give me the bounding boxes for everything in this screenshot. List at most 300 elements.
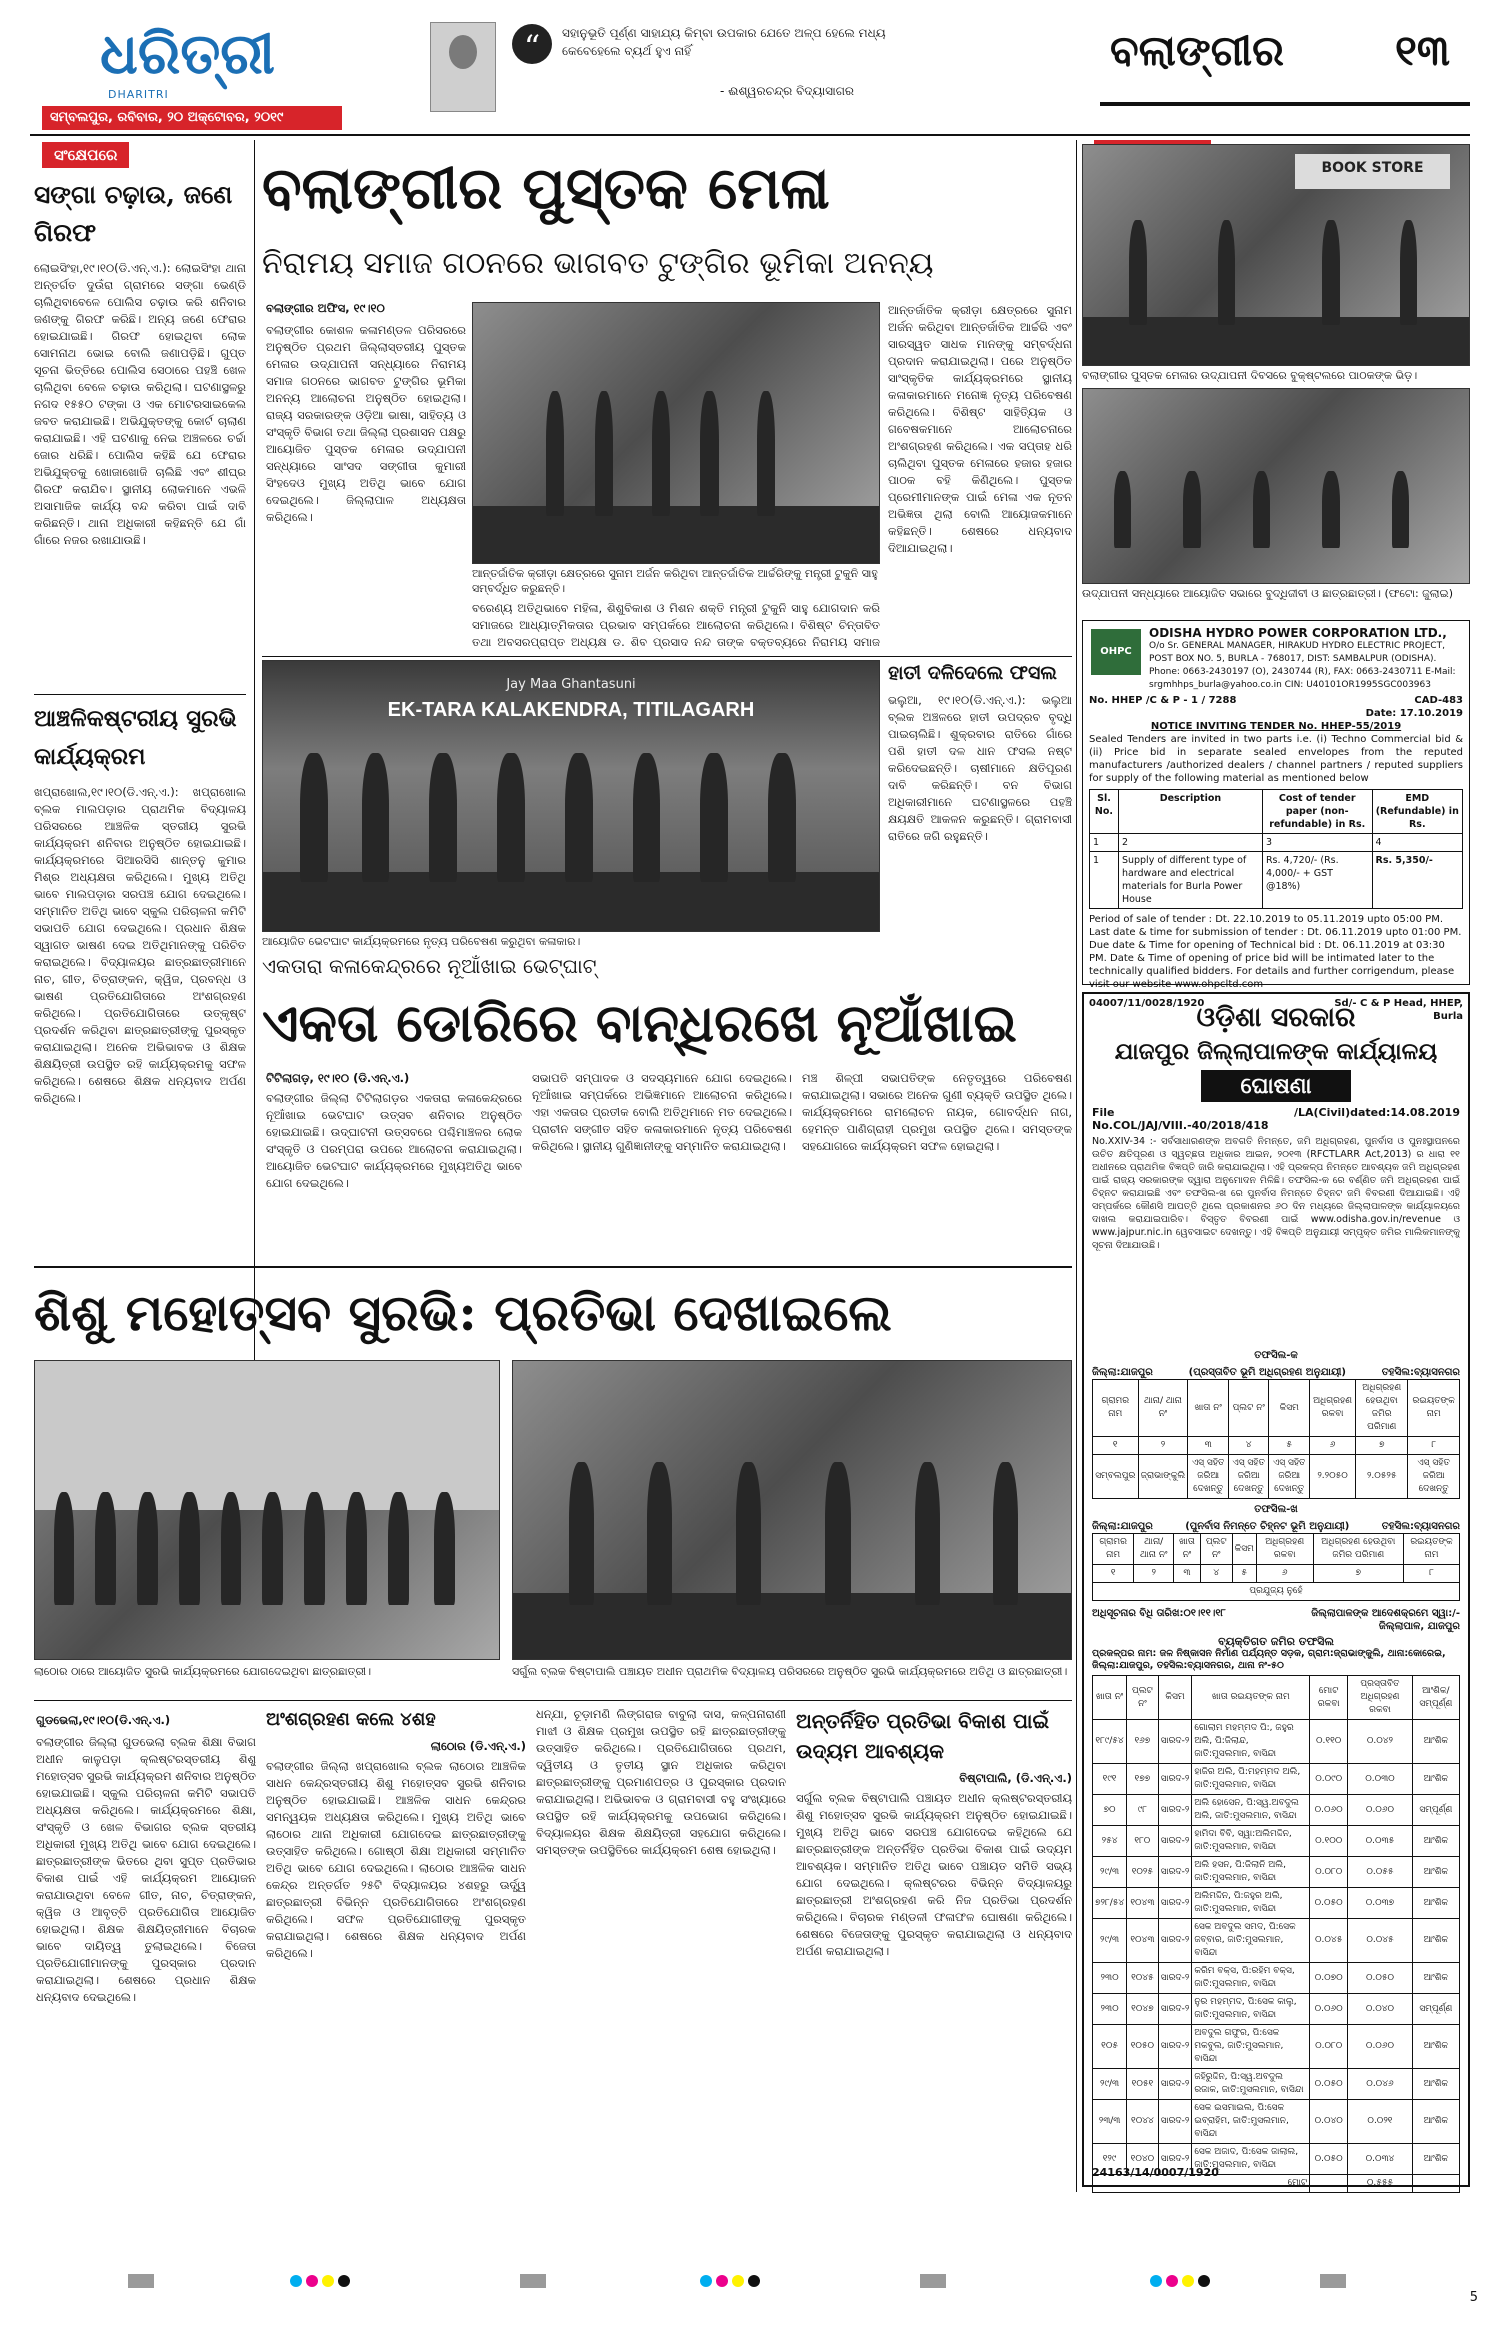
detail-row [1093, 2100, 1460, 2144]
detail-cell: ୦.୦୬୦ [1310, 1994, 1348, 2025]
cyan-registration-dot [700, 2275, 712, 2287]
schedule-a-cell: ଏସ୍ ସହିତ ଜରିଆ ଦେଖନ୍ତୁ [1408, 1455, 1460, 1499]
photo-student [262, 1492, 283, 1605]
tender-th: Cost of tender paper (non-refundable) in Rs. [1262, 790, 1372, 834]
surabhi-byline-1: ଗୁଡଭେଲା,୧୯।୧୦(ଡି.ଏନ୍.ଏ.) [36, 1713, 171, 1727]
detail-cell: ଆଂଶିକ [1412, 2025, 1459, 2069]
lead-column-1: ବଲାଙ୍ଗୀର କୋଶଳ କଳାମଣ୍ଡଳ ପରିସରରେ ଅନୁଷ୍ଠିତ ପ୍ରଥମ ଜିଲ୍ଲାସ୍ତରୀୟ ପୁସ୍ତକ ମେଳାର ଉଦ୍‌ଯାପନୀ ସନ୍ଧ୍ୟାରେ ନିରାମୟ ସମାଜ ଗଠନରେ ଭାଗବତ ଟୁଙ୍ଗିର ଭୂମିକା ଅନନ୍ୟ ଆଲୋଚନା ଅନୁଷ୍ଠିତ ହୋଇଥିଲା। ରାଜ୍ୟ ସରକାରଙ୍କ ଓଡ଼ିଆ ଭାଷା, ସାହିତ୍ୟ ଓ ସଂସ୍କୃତି ବିଭାଗ ତଥା ଜିଲ୍ଲା ପ୍ରଶାସନ ପକ୍ଷରୁ ଆୟୋଜିତ ପୁସ୍ତକ ମେଳାର ଉଦ୍‌ଯାପନୀ ସନ୍ଧ୍ୟାରେ ସାଂସଦ ସଙ୍ଗୀତା କୁମାରୀ ସିଂହଦେଓ ମୁଖ୍ୟ ଅତିଥି ଭାବେ ଯୋଗ ଦେଇଥିଲେ। ଜିଲ୍ଲାପାଳ ଅଧ୍ୟକ୍ଷତା କରିଥିଲେ। [266, 323, 466, 524]
detail-owner-cell: ସେକ ଅଜାଦ, ପି:ସେକ ଜାଲାଲ, ଜାତି:ମୁସଲମାନ, ବାସିନ୍ଦା [1192, 2144, 1310, 2175]
brief-1-title: ସଙ୍ଗା ଚଢ଼ାଉ, ଜଣେ ଗିରଫ [34, 180, 233, 247]
schedule-a-district: ଜିଲ୍ଲା:ଯାଜପୁର [1092, 1367, 1153, 1378]
detail-cell: ଆଂଶିକ [1412, 1919, 1459, 1963]
schedule-a-cell: ସମ୍ବଲପୁର [1093, 1455, 1139, 1499]
photo-person [825, 1462, 850, 1605]
elephant-title: ହାତୀ ଦଳିଦେଲେ ଫସଲ [888, 662, 1057, 684]
registration-gray-mark [520, 2274, 546, 2288]
surabhi-column-3: ଧନ୍ଯା, ଚୂଡ଼ାମଣି ଲିଙ୍ଗରାଜ ବାବୁଲା ଦାସ, କଳ୍ପନାରାଣୀ ମାଝୀ ଓ ଶିକ୍ଷକ ପ୍ରମୁଖ ଉପସ୍ଥିତ ରହି ଛାତ୍ରଛାତ୍ରୀଙ୍କୁ ଉତ୍ସାହିତ କରିଥିଲେ। ପ୍ରତିଯୋଗିତାରେ ପ୍ରଥମ, ଦ୍ୱିତୀୟ ଓ ତୃତୀୟ ସ୍ଥାନ ଅଧିକାର କରିଥିବା ଛାତ୍ରଛାତ୍ରୀଙ୍କୁ ପ୍ରମାଣପତ୍ର ଓ ପୁରସ୍କାର ପ୍ରଦାନ କରାଯାଇଥିଲା। ଅଭିଭାବକ ଓ ଗ୍ରାମବାସୀ ବହୁ ସଂଖ୍ୟାରେ ଉପସ୍ଥିତ ରହି କାର୍ଯ୍ୟକ୍ରମକୁ ଉପଭୋଗ କରିଥିଲେ। ବିଦ୍ୟାଳୟର ଶିକ୍ଷକ ଶିକ୍ଷୟିତ୍ରୀ ସହଯୋଗ କରିଥିଲେ। ସମସ୍ତଙ୍କ ଉପସ୍ଥିତିରେ କାର୍ଯ୍ୟକ୍ରମ ଶେଷ ହୋଇଥିଲା। [536, 1707, 786, 1857]
detail-owner-cell: ଅଲିମଦ୍ଦିନ, ପି:ଜହୁର ଅଲି, ଜାତି:ମୁସଲମାନ, ବାସିନ୍ଦା [1192, 1888, 1310, 1919]
detail-cell: ଆଂଶିକ [1412, 2100, 1459, 2144]
tender-meta [1089, 694, 1463, 707]
notice-office: ଯାଜପୁର ଜିଲ୍ଲାପାଳଙ୍କ କାର୍ଯ୍ୟାଳୟ [1114, 1038, 1438, 1065]
tender-cell: Supply of different type of hardware and electrical materials for Burla Power House [1118, 852, 1262, 909]
detail-cell: ୦.୦୮୦ [1310, 1857, 1348, 1888]
photo-person [915, 1462, 940, 1605]
ektara-banner-main: EK-TARA KALAKENDRA, TITILAGARH [387, 698, 755, 721]
lead-column-3: ଆନ୍ତର୍ଜାତିକ କ୍ରୀଡ଼ା କ୍ଷେତ୍ରରେ ସୁନାମ ଅର୍ଜନ କରିଥିବା ଆନ୍ତର୍ଜାତିକ ଆର୍ଚ୍ଚରି ଏବଂ ସାରସ୍ୱତ ସାଧକ ମାନଙ୍କୁ ସମ୍ବର୍ଦ୍ଧନା ପ୍ରଦାନ କରାଯାଇଥିଲା। ପରେ ଅନୁଷ୍ଠିତ ସାଂସ୍କୃତିକ କାର୍ଯ୍ୟକ୍ରମରେ ସ୍ଥାନୀୟ କଳାକାରମାନେ ମନୋଜ୍ଞ ନୃତ୍ୟ ପରିବେଷଣ କରିଥିଲେ। ବିଶିଷ୍ଟ ସାହିତ୍ୟିକ ଓ ଗବେଷକମାନେ ଆଲୋଚନାରେ ଅଂଶଗ୍ରହଣ କରିଥିଲେ। ଏକ ସପ୍ତାହ ଧରି ଚାଲିଥିବା ପୁସ୍ତକ ମେଳାରେ ହଜାର ହଜାର ପାଠକ ବହି କିଣିଥିଲେ। ପୁସ୍ତକ ପ୍ରେମୀମାନଙ୍କ ପାଇଁ ମେଳା ଏକ ନୂତନ ଅଭିଜ୍ଞତା ଥିଲା ବୋଲି ଆୟୋଜକମାନେ କହିଛନ୍ତି। ଶେଷରେ ଧନ୍ୟବାଦ ଦିଆଯାଇଥିଲା। [888, 303, 1072, 555]
detail-cell: ୦.୦୬୦ [1310, 1795, 1348, 1826]
detail-cell: ୧୦୪୦ [1127, 2144, 1159, 2175]
detail-owner-cell: ହାଜିର ଅଲି, ପି:ମହମ୍ମଦ ଅଲି, ଜାତି:ମୁସଲମାନ, ବାସିନ୍ଦା [1192, 1764, 1310, 1795]
detail-cell: ୦.୦୨୧ [1348, 2100, 1413, 2144]
detail-th: ଆଂଶିକ/ ସମ୍ପୂର୍ଣ୍ଣ [1412, 1676, 1459, 1720]
schedule-a-caption [1092, 1366, 1460, 1379]
ektara-byline: ଟିଟିଲାଗଡ଼, ୧୯।୧୦ (ଡି.ଏନ୍.ଏ.) [266, 1071, 410, 1085]
detail-owner-cell: ଗୋଲାମ ମହମ୍ମଦ ପି:, ଜହୁର ଅଲି, ପି:ଜିଲାନ୍ଦ, ଜାତି:ମୁସଲମାନ, ବାସିନ୍ଦା [1192, 1720, 1310, 1764]
schedule-a-index: ୪ [1228, 1437, 1269, 1455]
notice-announcement-label: ଘୋଷଣା [1201, 1070, 1351, 1102]
detail-cell: ୦.୧୦୦ [1310, 1826, 1348, 1857]
surabhi-photo-1-caption: ଲାଠୋର ଠାରେ ଆୟୋଜିତ ସୁରଭି କାର୍ଯ୍ୟକ୍ରମରେ ଯୋଗଦେଇଥିବା ଛାତ୍ରଛାତ୍ରୀ। [34, 1665, 372, 1678]
detail-cell: ୧୦୪୩ [1127, 1919, 1159, 1963]
schedule-b-caption [1092, 1520, 1460, 1533]
detail-cell: ୨୩/୩ [1093, 2100, 1127, 2144]
schedule-b-th: କିସମ [1232, 1534, 1256, 1565]
lead-photo [472, 302, 880, 564]
schedule-b-empty: ପ୍ରଯୁଜ୍ୟ ନୁହେଁ [1093, 1583, 1460, 1601]
detail-cell: ୦.୦୪୬ [1348, 2069, 1413, 2100]
detail-cell: ସାରଦ-୨ [1158, 2144, 1192, 2175]
tender-th: EMD (Refundable) in Rs. [1372, 790, 1462, 834]
yellow-registration-dot [1182, 2275, 1194, 2287]
photo-stage [473, 506, 879, 563]
tender-title: NOTICE INVITING TENDER No. HHEP-55/2019 [1150, 721, 1402, 732]
tender-cad: CAD-483 [1414, 695, 1463, 706]
schedule-b-th: ରଇୟତଙ୍କ ନାମ [1403, 1534, 1459, 1565]
detail-cell: ୨୯/୩ [1093, 1857, 1127, 1888]
lead-headline: ବଲାଙ୍ଗୀର ପୁସ୍ତକ ମେଳା [262, 154, 830, 222]
detail-cell: ସମ୍ପୂର୍ଣ୍ଣ [1412, 1795, 1459, 1826]
detail-cell: ୧୭୭ [1127, 1764, 1159, 1795]
tender-sign: Sd/- C & P Head, HHEP, Burla [1334, 998, 1463, 1022]
schedule-b-district: ଜିଲ୍ଲା:ଯାଜପୁର [1092, 1521, 1153, 1532]
notice-authority-line [1092, 1607, 1460, 1633]
detail-cell: ୦.୦୪୦ [1348, 1994, 1413, 2025]
detail-row [1093, 1888, 1460, 1919]
detail-cell: ୦.୦୪୫ [1348, 1919, 1413, 1963]
detail-cell: ସାରଦ-୨ [1158, 2069, 1192, 2100]
photo-person [546, 391, 564, 516]
schedule-a-th: କିସମ [1269, 1380, 1310, 1437]
detail-cell: ଆଂଶିକ [1412, 1963, 1459, 1994]
tender-index: 1 [1090, 834, 1119, 852]
lead-column-2: ବରେଣ୍ୟ ଅତିଥିଭାବେ ମହିଳା, ଶିଶୁବିକାଶ ଓ ମିଶନ ଶକ୍ତି ମନ୍ତ୍ରୀ ଟୁକୁନି ସାହୁ ଯୋଗଦାନ କରି ସମାଜରେ ଆଧ୍ୟାତ୍ମିକତାର ପ୍ରଭାବ ସମ୍ପର୍କରେ ଆଲୋଚନା କରିଥିଲେ। ବିଶିଷ୍ଟ ଚିନ୍ତାବିତ ତଥା ଅବସରପ୍ରାପ୍ତ ଅଧ୍ୟକ୍ଷ ଡ. ଶିବ ପ୍ରସାଦ ନନ୍ଦ ତାଙ୍କ ବକ୍ତବ୍ୟରେ ନିରାମୟ ସମାଜ [472, 601, 880, 649]
detail-cell: ୦.୦୫୫ [1348, 1857, 1413, 1888]
schedule-b-index: ୭ [1313, 1565, 1403, 1583]
photo-floor [513, 1593, 1071, 1659]
government-notice [1082, 992, 1470, 2187]
detail-cell: ସାରଦ-୨ [1158, 1994, 1192, 2025]
detail-owner-cell: ଜହିରୁଦ୍ଦିନ, ପି:ସ୍ୱ.ଅବଦୁଲ ରଜାକ, ଜାତି:ମୁସଲମାନ, ବାସିନ୍ଦା [1192, 2069, 1310, 2100]
tender-th: Description [1118, 790, 1262, 834]
photo-dancer [633, 753, 661, 883]
audience-caption: ଉଦ୍‌ଯାପନୀ ସନ୍ଧ୍ୟାରେ ଆୟୋଜିତ ସଭାରେ ବୁଦ୍ଧିଜୀବୀ ଓ ଛାତ୍ରଛାତ୍ରୀ। (ଫଟୋ: ଜୁଲାଇ) [1082, 587, 1453, 600]
photo-person [1253, 471, 1270, 549]
audience-photo [1082, 388, 1470, 584]
detail-th: କିସମ [1158, 1676, 1192, 1720]
detail-cell: ୧୦୫୦ [1127, 2025, 1159, 2069]
top-divider [30, 134, 1470, 136]
registration-gray-mark [128, 2274, 154, 2288]
detail-owner-cell: ନୁର ମହମ୍ମଦ, ପି:ସେକ କାଲୁ, ଜାତି:ମୁସଲମାନ, ବାସିନ୍ଦା [1192, 1994, 1310, 2025]
schedule-a-label: ତଫସିଲ-କ [1254, 1350, 1298, 1361]
notice-declaration-date: ଅଧିସୂଚନାର ବିଧି ତାରିଖ:୦୧।୧୧।୧୮ [1092, 1608, 1226, 1619]
schedule-a-cell: ୨.୨୦୫୦ [1309, 1455, 1355, 1499]
detail-row [1093, 1919, 1460, 1963]
magenta-registration-dot [306, 2275, 318, 2287]
detail-owner-cell: ଅଲି ହୋସେନ, ପି:ସ୍ୱ.ଅବଦୁଲ ଅଲି, ଜାତି:ମୁସଲମାନ, ବାସିନ୍ଦା [1192, 1795, 1310, 1826]
lead-photo-caption: ଆନ୍ତର୍ଜାତିକ କ୍ରୀଡ଼ା କ୍ଷେତ୍ରରେ ସୁନାମ ଅର୍ଜନ କରିଥିବା ଆନ୍ତର୍ଜାତିକ ଆର୍ଚ୍ଚରିଙ୍କୁ ମନ୍ତ୍ରୀ ଟୁକୁନି ସାହୁ ସମ୍ବର୍ଦ୍ଧିତ କରୁଛନ୍ତି। [472, 567, 878, 595]
left-column-rule [254, 140, 255, 1402]
detail-cell: ୦.୧୧୦ [1310, 1720, 1348, 1764]
photo-person [993, 1462, 1018, 1605]
black-registration-dot [748, 2275, 760, 2287]
detail-cell: ୧୯୧ [1093, 1764, 1127, 1795]
cyan-registration-dot [1150, 2275, 1162, 2287]
detail-cell: ୧୦୪୩ [1127, 1888, 1159, 1919]
surabhi-photo-2 [512, 1360, 1072, 1660]
ektara-column-2: ସଭାପତି ସମ୍ପାଦକ ଓ ସଦସ୍ୟମାନେ ଯୋଗ ଦେଇଥିଲେ। ନୂଆଁଖାଇ ସମ୍ପର୍କରେ ଅଭିଜ୍ଞମାନେ ଆଲୋଚନା କରିଥିଲେ। ଏହା ଏକତାର ପ୍ରତୀକ ବୋଲି ଅତିଥିମାନେ ମତ ଦେଇଥିଲେ। ପ୍ରାଚୀନ ସଙ୍ଗୀତ ସହିତ କଳାକାରମାନେ ନୃତ୍ୟ ପରିବେଷଣ କରିଥିଲେ। ସ୍ଥାନୀୟ ଗୁଣିଜ୍ଞାନୀଙ୍କୁ ସମ୍ମାନିତ କରାଯାଇଥିଲା। [532, 1071, 792, 1153]
ektara-column-1: ବଲାଙ୍ଗୀର ଜିଲ୍ଲା ଟିଟିଲାଗଡ଼ର ଏକତାରା କଳାକେନ୍ଦ୍ରରେ ନୂଆଁଖାଇ ଭେଟଘାଟ ଉତ୍ସବ ଶନିବାର ଅନୁଷ୍ଠିତ ହୋଇଯାଇଛି। ଉଦ୍‌ଘାଟନୀ ଉତ୍ସବରେ ପଶ୍ଚିମାଞ୍ଚଳର ଲୋକ ସଂସ୍କୃତି ଓ ପରମ୍ପରା ଉପରେ ଆଲୋଚନା କରାଯାଇଥିଲା। ଆୟୋଜିତ ଭେଟଘାଟ କାର୍ଯ୍ୟକ୍ରମରେ ମୁଖ୍ୟଅତିଥି ଭାବେ ଯୋଗ ଦେଇଥିଲେ। [266, 1091, 522, 1190]
lead-bottom-rule [262, 656, 1072, 657]
surabhi-top-rule [34, 1266, 1072, 1268]
tender-index: 2 [1118, 834, 1262, 852]
photo-backdrop [35, 1361, 499, 1510]
surabhi-byline-4: ବିଷ୍ଟାପାଲି, (ଡି.ଏନ୍.ଏ.) [959, 1771, 1072, 1785]
logo-subtext: DHARITRI [108, 88, 169, 101]
brief-kicker: ସଂକ୍ଷେପରେ [42, 142, 129, 168]
masthead [30, 14, 1470, 134]
schedule-a-index: ୫ [1269, 1437, 1310, 1455]
photo-student [95, 1492, 116, 1605]
detail-cell: ୧୦୪୫ [1127, 1963, 1159, 1994]
photo-student [54, 1492, 75, 1605]
lead-subhead: ନିରାମୟ ସମାଜ ଗଠନରେ ଭାଗବତ ଟୁଙ୍ଗିର ଭୂମିକା ଅନନ୍ୟ [262, 246, 934, 281]
schedule-a-cell: ଏସ୍ ସହିତ ଜରିଆ ଦେଖନ୍ତୁ [1228, 1455, 1269, 1499]
tender-cell: Rs. 5,350/- [1372, 852, 1462, 909]
notice-body: No.XXIV-34 :- ସର୍ବସାଧାରଣଙ୍କ ଅବଗତି ନିମନ୍ତେ, ଜମି ଅଧିଗ୍ରହଣ, ପୁନର୍ବାସ ଓ ପୁନଃସ୍ଥାପନରେ ଉଚିତ କ୍ଷତିପୂରଣ ଓ ସ୍ୱଚ୍ଛତା ଅଧିକାର ଆଇନ, ୨୦୧୩ (RFCTLARR Act,2013) ର ଧାରା ୧୧ ଅଧୀନରେ ପ୍ରାଥମିକ ବିଜ୍ଞପ୍ତି ଜାରି କରାଯାଇଥିଲା। ଏହି ପ୍ରକଳ୍ପ ନିମନ୍ତେ ଆବଶ୍ୟକ ଜମି ଅଧିଗ୍ରହଣ ପାଇଁ ରାଜ୍ୟ ସରକାରଙ୍କ ଦ୍ୱାରା ଅନୁମୋଦନ ମିଳିଛି। ତଫସିଲ-କ ରେ ବର୍ଣ୍ଣିତ ଜମି ଅଧିଗ୍ରହଣ ପାଇଁ ଚିହ୍ନଟ କରାଯାଇଛି ଏବଂ ତଫସିଲ-ଖ ରେ ପୁନର୍ବାସ ନିମନ୍ତେ ଚିହ୍ନଟ ଜମି ବିବରଣୀ ଦିଆଯାଇଛି। ଏହି ସମ୍ପର୍କରେ କୌଣସି ଆପତ୍ତି ଥିଲେ ପ୍ରକାଶନର ୬୦ ଦିନ ମଧ୍ୟରେ ଜିଲ୍ଲାପାଳଙ୍କ କାର୍ଯ୍ୟାଳୟରେ ଦାଖଲ କରାଯାଇପାରିବ। ବିସ୍ତୃତ ବିବରଣୀ ପାଇଁ www.odisha.gov.in/revenue ଓ www.jajpur.nic.in ୱେବସାଇଟ ଦେଖନ୍ତୁ। ଏହି ବିଜ୍ଞପ୍ତି ଅନୁଯାୟୀ ସମ୍ପୃକ୍ତ ଜମିର ମାଲିକମାନଙ୍କୁ ସୂଚନା ଦିଆଯାଉଛି। [1092, 1136, 1460, 1251]
surabhi-byline-2: ଲାଠୋର (ଡି.ଏନ୍.ଏ.) [430, 1739, 526, 1753]
schedule-b-index: ୧ [1093, 1565, 1134, 1583]
schedule-a-index: ୨ [1138, 1437, 1188, 1455]
photo-person [736, 1462, 761, 1605]
detail-cell: ୦.୦୪୨ [1348, 1720, 1413, 1764]
tender-cell: 1 [1090, 852, 1119, 909]
detail-cell: ସାରଦ-୨ [1158, 1720, 1192, 1764]
black-registration-dot [1198, 2275, 1210, 2287]
detail-th: ପ୍ଲଟ ନଂ [1127, 1676, 1159, 1720]
brief-1-body: ଲୋଇସିଂହା,୧୯।୧୦(ଡି.ଏନ୍.ଏ.): ଲୋଇସିଂହା ଥାନା ଅନ୍ତର୍ଗତ ଦୁଉଁରା ଗ୍ରାମରେ ସଙ୍ଗା ଭେଣ୍ଡି ଚାଲିଥିବାବେଳେ ପୋଲିସ ଚଢ଼ାଉ କରି ଶନିବାର ଜଣଙ୍କୁ ଗିରଫ କରିଛି। ଅନ୍ୟ ଜଣେ ଫେରାର ହୋଇଯାଇଛି। ଗିରଫ ହୋଇଥିବା ଲୋକ ସୋମନାଥ ଭୋଇ ବୋଲି ଜଣାପଡ଼ିଛି। ଗୁପ୍ତ ସୂଚନା ଭିତ୍ତିରେ ପୋଲିସ ସେଠାରେ ପହଞ୍ଚି ଖେଳ ଚାଲିଥିବା ବେଳେ ଚଢ଼ାଉ କରିଥିଲା। ଘଟଣାସ୍ଥଳରୁ ନଗଦ ୧୫୫୦ ଟଙ୍କା ଓ ଏକ ମୋଟରସାଇକେଲ ଜବତ କରାଯାଇଛି। ଅଭିଯୁକ୍ତଙ୍କୁ କୋର୍ଟ ଚାଲାଣ କରାଯାଇଛି। ଏହି ଘଟଣାକୁ ନେଇ ଅଞ୍ଚଳରେ ଚର୍ଚ୍ଚା ଜୋର ଧରିଛି। ପୋଲିସ କହିଛି ଯେ ଫେରାର ଅଭିଯୁକ୍ତକୁ ଖୋଜାଖୋଜି ଚାଲିଛି ଏବଂ ଶୀଘ୍ର ଗିରଫ କରାଯିବ। ସ୍ଥାନୀୟ ଲୋକମାନେ ଏଭଳି ଅସାମାଜିକ କାର୍ଯ୍ୟ ବନ୍ଦ କରିବା ପାଇଁ ଦାବି କରିଛନ୍ତି। ଥାନା ଅଧିକାରୀ କହିଛନ୍ତି ଯେ ଗାଁ ଗାଁରେ ନଜର ରଖାଯାଉଛି। [34, 261, 246, 547]
cyan-registration-dot [290, 2275, 302, 2287]
tender-intro: Sealed Tenders are invited in two parts i.e. (i) Techno Commercial bid & (ii) Price bid in separate sealed envelopes from the reputed manufacturers /authorized dealers / channel partners / reputed suppliers for supply of the following material as mentioned below [1089, 734, 1463, 784]
dateline: ସମ୍ବଲପୁର, ରବିବାର, ୨୦ ଅକ୍ଟୋବର, ୨୦୧୯ [42, 106, 342, 130]
elephant-body: ଭଲୁଆ, ୧୯।୧୦(ଡି.ଏନ୍.ଏ.): ଭଲୁଆ ବ୍ଲକ ଅଞ୍ଚଳରେ ହାତୀ ଉପଦ୍ରବ ବୃଦ୍ଧି ପାଇଚାଲିଛି। ଶୁକ୍ରବାର ରାତିରେ ଗାଁରେ ପଶି ହାତୀ ଦଳ ଧାନ ଫସଲ ନଷ୍ଟ କରିଦେଇଛନ୍ତି। ଚାଷୀମାନେ କ୍ଷତିପୂରଣ ଦାବି କରିଛନ୍ତି। ବନ ବିଭାଗ ଅଧିକାରୀମାନେ ଘଟଣାସ୍ଥଳରେ ପହଞ୍ଚି କ୍ଷୟକ୍ଷତି ଆକଳନ କରୁଛନ୍ତି। ଗ୍ରାମବାସୀ ରାତିରେ ଜଗି ରହୁଛନ୍ତି। [888, 693, 1072, 843]
detail-cell: ସାରଦ-୨ [1158, 1963, 1192, 1994]
schedule-a-tahasil: ତହସିଲ:ବ୍ୟାସନଗର [1381, 1367, 1460, 1378]
detail-cell: ୦.୦୬୦ [1348, 1795, 1413, 1826]
logo-text: ଧରିତ୍ରୀ [100, 21, 275, 87]
bookstore-banner: BOOK STORE [1295, 154, 1449, 189]
photo-student [388, 1492, 409, 1605]
detail-row [1093, 1857, 1460, 1888]
detail-cell: ୧୨୯ [1093, 2144, 1127, 2175]
detail-cell: ଆଂଶିକ [1412, 1857, 1459, 1888]
detail-total-value: ୦.୫୫୫ [1348, 2175, 1413, 2193]
detail-owner-cell: ଅବଦୁଲ ଗଫୁର, ପି:ସେକ ମକବୁଲ, ଜାତି:ମୁସଲମାନ, ବାସିନ୍ଦା [1192, 2025, 1310, 2069]
detail-cell: ସାରଦ-୨ [1158, 1857, 1192, 1888]
tender-index: 3 [1262, 834, 1372, 852]
detail-cell: ୦.୦୪୫ [1310, 1919, 1348, 1963]
schedule-a-cell: ଏସ୍ ସହିତ ଜରିଆ ଦେଖନ୍ତୁ [1188, 1455, 1229, 1499]
detail-owner-cell: ସେକ ଅବଦୁଲ ସମଦ, ପି:ସେକ ଜବ୍ବାର, ଜାତି:ମୁସଲମାନ, ବାସିନ୍ଦା [1192, 1919, 1310, 1963]
photo-person [1114, 471, 1131, 549]
schedule-b-th: ପ୍ଲଟ ନଂ [1200, 1534, 1232, 1565]
schedule-a-th: ଗ୍ରାମର ନାମ [1093, 1380, 1139, 1437]
schedule-a-cell: ଏସ୍ ସହିତ ଜରିଆ ଦେଖନ୍ତୁ [1269, 1455, 1310, 1499]
detail-owner-cell: କରିମ ବକ୍ସ, ପି:ରହିମ ବକ୍ସ, ଜାତି:ମୁସଲମାନ, ବାସିନ୍ଦା [1192, 1963, 1310, 1994]
schedule-b-th: ଅଧିଗ୍ରହଣ ହେଉଥିବା ଜମିର ପରିମାଣ [1313, 1534, 1403, 1565]
surabhi-title-4: ଅନ୍ତର୍ନିହିତ ପ୍ରତିଭା ବିକାଶ ପାଇଁ ଉଦ୍ୟମ ଆବଶ୍ୟକ [796, 1709, 1050, 1763]
detail-cell: ୦.୦୯୦ [1310, 1764, 1348, 1795]
detail-cell: ସାରଦ-୨ [1158, 1888, 1192, 1919]
tender-cell: Rs. 4,720/- (Rs. 4,000/- + GST @18%) [1262, 852, 1372, 909]
daily-quote: ସହାନୁଭୂତି ପୂର୍ଣ୍ଣ ସାହାଯ୍ୟ କିମ୍ବା ଉପକାର ଯେତେ ଅଳ୍ପ ହେଲେ ମଧ୍ୟ କେବେହେଲେ ବ୍ୟର୍ଥ ହୁଏ ନାହିଁ [562, 26, 886, 58]
photo-dancer [768, 753, 796, 883]
surabhi-column-4: ସର୍ଗୁଲ ବ୍ଲକ ବିଷ୍ଟାପାଲି ପଞ୍ଚାୟତ ଅଧୀନ କ୍ଲଷ୍ଟରସ୍ତରୀୟ ଶିଶୁ ମହୋତ୍ସବ ସୁରଭି କାର୍ଯ୍ୟକ୍ରମ ଅନୁଷ୍ଠିତ ହୋଇଯାଇଛି। ମୁଖ୍ୟ ଅତିଥି ଭାବେ ସରପଞ୍ଚ ଯୋଗଦେଇ କହିଥିଲେ ଯେ ଛାତ୍ରଛାତ୍ରୀଙ୍କ ଅନ୍ତର୍ନିହିତ ପ୍ରତିଭା ବିକାଶ ପାଇଁ ଉଦ୍ୟମ ଆବଶ୍ୟକ। ସମ୍ମାନିତ ଅତିଥି ଭାବେ ପଞ୍ଚାୟତ ସମିତି ସଭ୍ୟ ଯୋଗ ଦେଇଥିଲେ। କ୍ଲଷ୍ଟରର ବିଭିନ୍ନ ବିଦ୍ୟାଳୟରୁ ଛାତ୍ରଛାତ୍ରୀ ଅଂଶଗ୍ରହଣ କରି ନିଜ ପ୍ରତିଭା ପ୍ରଦର୍ଶନ କରିଥିଲେ। ବିଚାରକ ମଣ୍ଡଳୀ ଫଳାଫଳ ଘୋଷଣା କରିଥିଲେ। ଶେଷରେ ବିଜେତାଙ୍କୁ ପୁରସ୍କୃତ କରାଯାଇଥିଲା ଓ ଧନ୍ୟବାଦ ଅର୍ପଣ କରାଯାଇଥିଲା। [796, 1791, 1072, 1958]
ektara-kicker: ଏକତାରା କଳାକେନ୍ଦ୍ରରେ ନୂଆଁଖାଇ ଭେଟ୍‌ଘାଟ୍ [262, 954, 597, 978]
detail-cell: ଆଂଶିକ [1412, 1720, 1459, 1764]
schedule-a-th: ଅଧିଗ୍ରହଣ ରକବା [1309, 1380, 1355, 1437]
registration-gray-mark [920, 2274, 946, 2288]
detail-total-blank [1412, 2175, 1459, 2193]
photo-person [569, 1462, 594, 1605]
schedule-a-index: ୮ [1408, 1437, 1460, 1455]
detail-row [1093, 2069, 1460, 2100]
lead-byline: ବଲାଙ୍ଗୀର ଅଫିସ, ୧୯।୧୦ [266, 301, 385, 315]
schedule-a-table [1092, 1379, 1460, 1499]
photo-student [304, 1492, 325, 1605]
notice-file-no: File No.COL/JAJ/VIII.-40/2018/418 [1092, 1106, 1269, 1132]
schedule-a-th: ଅଧିଗ୍ରହଣ ହେଉଥିବା ଜମିର ପରିମାଣ [1356, 1380, 1408, 1437]
detail-cell: ଆଂଶିକ [1412, 1764, 1459, 1795]
schedule-a-index: ୧ [1093, 1437, 1139, 1455]
photo-dancer [300, 753, 328, 883]
schedule-b-table [1092, 1533, 1460, 1601]
detail-cell: ୭୨୮/୫୪ [1093, 1888, 1127, 1919]
schedule-b-title: (ପୁନର୍ବାସ ନିମନ୍ତେ ଚିହ୍ନଟ ଭୂମି ଅନୁଯାୟୀ) [1185, 1521, 1350, 1532]
detail-owner-cell: ଅଲି ହସନ, ପି:ଜିଲାନି ଅଲି, ଜାତି:ମୁସଲମାନ, ବାସିନ୍ଦା [1192, 1857, 1310, 1888]
tender-terms: Period of sale of tender : Dt. 22.10.2019 to 05.11.2019 upto 05:00 PM. Last date & time for submission of tender : Dt. 06.11.2019 upto 01:00 PM. Due date & Time for opening of Technical bid : Dt. 06.11.2019 at 03:30 PM. Date & Time of opening of price bid will be intimated later to the technically qualified bidders. For details and further corrigendum, please visit our website www.ohpcltd.com [1089, 914, 1462, 990]
photo-person [700, 391, 718, 516]
registration-gray-mark [1320, 2274, 1346, 2288]
tender-ref: 04007/11/0028/1920 [1089, 998, 1205, 1009]
detail-cell: ୦.୦୩୪ [1348, 2144, 1413, 2175]
surabhi-photo-1 [34, 1360, 500, 1660]
detail-cell: ସାରଦ-୨ [1158, 2025, 1192, 2069]
land-detail-table [1092, 1675, 1460, 2193]
detail-th: ମୋଟ ରକବା [1310, 1676, 1348, 1720]
newspaper-logo [100, 21, 340, 104]
detail-cell: ୯୮ [1127, 1795, 1159, 1826]
detail-cell: ଆଂଶିକ [1412, 2144, 1459, 2175]
yellow-registration-dot [322, 2275, 334, 2287]
detail-cell: ୨୫୪ [1093, 1826, 1127, 1857]
surabhi-photo-rule [34, 1700, 1072, 1701]
detail-cell: ୦.୦୭୦ [1310, 1963, 1348, 1994]
detail-cell: ୧୬୭ [1127, 1720, 1159, 1764]
photo-person [1183, 471, 1200, 549]
detail-th: ଖାତା ନଂ [1093, 1676, 1127, 1720]
photo-dancer [700, 753, 728, 883]
schedule-b-th: ଅଧିଗ୍ରହଣ ରକବା [1256, 1534, 1313, 1565]
notice-file-line [1092, 1106, 1460, 1132]
schedule-b-index: ୮ [1403, 1565, 1459, 1583]
detail-cell: ୦.୦୩୭ [1348, 1888, 1413, 1919]
detail-cell: ୨୩୦ [1093, 1994, 1127, 2025]
bookstall-caption: ବଲାଙ୍ଗୀର ପୁସ୍ତକ ମେଳାର ଉଦ୍‌ଯାପନୀ ଦିବସରେ ବୁକ୍‌ଷ୍ଟଲରେ ପାଠକଙ୍କ ଭିଡ଼। [1082, 369, 1418, 382]
detail-th: ପ୍ରସ୍ତାବିତ ଅଧିଗ୍ରହଣ ରକବା [1348, 1676, 1413, 1720]
magenta-registration-dot [716, 2275, 728, 2287]
notice-dated: dated:14.08.2019 [1350, 1106, 1460, 1119]
detail-cell: ସାରଦ-୨ [1158, 1826, 1192, 1857]
notice-reference: 24163/14/0007/1920 [1092, 2166, 1219, 2179]
surabhi-column-2: ବଲାଙ୍ଗୀର ଜିଲ୍ଲା ଖପ୍ରାଖୋଲ ବ୍ଲକ ଲାଠୋର ଆଞ୍ଚଳିକ ସାଧନ କେନ୍ଦ୍ରସ୍ତରୀୟ ଶିଶୁ ମହୋତ୍ସବ ସୁରଭି ଶନିବାର ଅନୁଷ୍ଠିତ ହୋଇଯାଇଛି। ଆଞ୍ଚଳିକ ସାଧନ କେନ୍ଦ୍ରର ସମନ୍ୱୟକ ଅଧ୍ୟକ୍ଷତା କରିଥିଲେ। ମୁଖ୍ୟ ଅତିଥି ଭାବେ ଲାଠୋର ଥାନା ଅଧିକାରୀ ଯୋଗଦେଇ ଛାତ୍ରଛାତ୍ରୀଙ୍କୁ ଉତ୍ସାହିତ କରିଥିଲେ। ଗୋଷ୍ଠୀ ଶିକ୍ଷା ଅଧିକାରୀ ସମ୍ମାନିତ ଅତିଥି ଭାବେ ଯୋଗ ଦେଇଥିଲେ। ଲାଠୋର ଆଞ୍ଚଳିକ ସାଧନ କେନ୍ଦ୍ର ଅନ୍ତର୍ଗତ ୨୫ଟି ବିଦ୍ୟାଳୟର ୪ଶହରୁ ଊର୍ଦ୍ଧ୍ୱ ଛାତ୍ରଛାତ୍ରୀ ବିଭିନ୍ନ ପ୍ରତିଯୋଗିତାରେ ଅଂଶଗ୍ରହଣ କରିଥିଲେ। ସଫଳ ପ୍ରତିଯୋଗୀଙ୍କୁ ପୁରସ୍କୃତ କରାଯାଇଥିଲା। ଶେଷରେ ଶିକ୍ଷକ ଧନ୍ୟବାଦ ଅର୍ପଣ କରିଥିଲେ। [266, 1759, 526, 1960]
black-registration-dot [338, 2275, 350, 2287]
detail-cell: ସାରଦ-୨ [1158, 1764, 1192, 1795]
ektara-banner-top: Jay Maa Ghantasuni [506, 677, 636, 693]
surabhi-headline: ଶିଶୁ ମହୋତ୍ସବ ସୁରଭି: ପ୍ରତିଭା ଦେଖାଇଲେ [34, 1283, 892, 1342]
schedule-a-th: ଥାନା/ ଥାନା ନଂ [1138, 1380, 1188, 1437]
brief-2-title: ଆଞ୍ଚଳିକଷ୍ଟରୀୟ ସୁରଭି କାର୍ଯ୍ୟକ୍ରମ [34, 705, 237, 770]
photo-person [1129, 220, 1146, 326]
detail-cell: ସାରଦ-୨ [1158, 2100, 1192, 2144]
photo-person [1400, 220, 1417, 326]
detail-row [1093, 1994, 1460, 2025]
detail-cell: ଆଂଶିକ [1412, 1826, 1459, 1857]
schedule-b-index: ୨ [1134, 1565, 1174, 1583]
detail-cell: ସାରଦ-୨ [1158, 1919, 1192, 1963]
photo-dancer [429, 753, 457, 883]
tender-number: No. HHEP /C & P - 1 / 7288 [1089, 695, 1237, 706]
tender-date: Date: 17.10.2019 [1365, 708, 1463, 719]
detail-cell: ୧୦୨୫ [1127, 1857, 1159, 1888]
notice-authority: ଜିଲ୍ଲାପାଳଙ୍କ ଆଦେଶକ୍ରମେ ସ୍ୱା:/-ଜିଲ୍ଲାପାଳ, ଯାଜପୁର [1311, 1608, 1460, 1632]
detail-cell: ୨୩୦ [1093, 1963, 1127, 1994]
schedule-a-cell: ୨.୦୫୨୫ [1356, 1455, 1408, 1499]
notice-government: ଓଡ଼ିଶା ସରକାର [1196, 1002, 1356, 1033]
photo-person [647, 1462, 672, 1605]
photo-person [1218, 220, 1235, 326]
detail-cell: ସମ୍ପୂର୍ଣ୍ଣ [1412, 1994, 1459, 2025]
print-folio: 5 [1469, 2290, 1478, 2305]
detail-cell: ୨୯/୩ [1093, 2069, 1127, 2100]
detail-intro: ପ୍ରକଳ୍ପର ନାମ: ଜଳ ନିଷ୍କାସନ ନିର୍ମାଣ ପର୍ଯ୍ୟନ୍ତ ସଡ଼କ, ଗ୍ରାମ:ଜ୍ରାଭାଙ୍କୁଲି, ଥାନା:କୋରେଇ, ଜିଲ୍ଲା:ଯାଜପୁର, ତହସିଲ:ବ୍ୟାସନଗର, ଥାନା ନଂ-୫୦ [1092, 1648, 1446, 1671]
detail-owner-cell: ହାମିଦା ବିବି, ସ୍ୱା:ଅଲିମଦ୍ଦିନ, ଜାତି:ମୁସଲମାନ, ବାସିନ୍ଦା [1192, 1826, 1310, 1857]
photo-student [221, 1492, 242, 1605]
photo-person [595, 391, 613, 516]
detail-cell: ୦.୦୪୦ [1310, 2100, 1348, 2144]
detail-total-label: ମୋଟ [1093, 2175, 1310, 2193]
schedule-b-th: ଗ୍ରାମର ନାମ [1093, 1534, 1134, 1565]
photo-student [346, 1492, 367, 1605]
tender-address: O/o Sr. GENERAL MANAGER, HIRAKUD HYDRO ELECTRIC PROJECT, POST BOX NO. 5, BURLA - 768017, DIST: SAMBALPUR (ODISHA). Phone: 0663-2430197 (O), 2430744 (R), FAX: 0663-2430711 E-Mail: srgmhhps_burla@yahoo.co.in CIN: U40101OR1995SGC003963 [1149, 641, 1456, 690]
masthead-rule [1100, 102, 1470, 106]
magenta-registration-dot [1166, 2275, 1178, 2287]
surabhi-title-2: ଅଂଶଗ୍ରହଣ କଲେ ୪ଶହ [266, 1709, 436, 1730]
ektara-photo [262, 660, 880, 932]
photo-person [1322, 471, 1339, 549]
photo-person [1392, 471, 1409, 549]
schedule-b-index: ୬ [1256, 1565, 1313, 1583]
detail-cell: ୭୦ [1093, 1795, 1127, 1826]
brief-2-body: ଖପ୍ରାଖୋଲ,୧୯।୧୦(ଡି.ଏନ୍.ଏ.): ଖପ୍ରାଖୋଲ ବ୍ଲକ ମାଲପଡ଼ାର ପ୍ରାଥମିକ ବିଦ୍ୟାଳୟ ପରିସରରେ ଆଞ୍ଚଳିକ ସ୍ତରୀୟ ସୁରଭି କାର୍ଯ୍ୟକ୍ରମ ଶନିବାର ଅନୁଷ୍ଠିତ ହୋଇଯାଇଛି। କାର୍ଯ୍ୟକ୍ରମରେ ସିଆରସିସି ଶାନ୍ତନୁ କୁମାର ମିଶ୍ର ଅଧ୍ୟକ୍ଷତା କରିଥିଲେ। ମୁଖ୍ୟ ଅତିଥି ଭାବେ ମାଲପଡ଼ାର ସରପଞ୍ଚ ଯୋଗ ଦେଇଥିଲେ। ସମ୍ମାନିତ ଅତିଥି ଭାବେ ସ୍କୁଲ ପରିଚାଳନା କମିଟି ସଭାପତି ଯୋଗ ଦେଇଥିଲେ। ପ୍ରଧାନ ଶିକ୍ଷକ ସ୍ୱାଗତ ଭାଷଣ ଦେଇ ଅତିଥିମାନଙ୍କୁ ପରିଚିତ କରାଇଥିଲେ। ବିଦ୍ୟାଳୟର ଛାତ୍ରଛାତ୍ରୀମାନେ ନାଚ, ଗୀତ, ଚିତ୍ରାଙ୍କନ, କ୍ୱିଜ, ପ୍ରବନ୍ଧ ଓ ଭାଷଣ ପ୍ରତିଯୋଗିତାରେ ଅଂଶଗ୍ରହଣ କରିଥିଲେ। ପ୍ରତିଯୋଗିତାରେ ଉତ୍କୃଷ୍ଟ ପ୍ରଦର୍ଶନ କରିଥିବା ଛାତ୍ରଛାତ୍ରୀଙ୍କୁ ପୁରସ୍କୃତ କରାଯାଇଥିଲା। ଅନେକ ଅଭିଭାବକ ଓ ଶିକ୍ଷକ ଶିକ୍ଷୟିତ୍ରୀ ଉପସ୍ଥିତ ରହି କାର୍ଯ୍ୟକ୍ରମକୁ ସଫଳ କରିଥିଲେ। ଶେଷରେ ଶିକ୍ଷକ ଧନ୍ୟବାଦ ଅର୍ପଣ କରିଥିଲେ। [34, 785, 246, 1105]
photo-dancer [565, 753, 593, 883]
schedule-a-title: (ପ୍ରସ୍ତାବିତ ଭୂମି ଅଧିଗ୍ରହଣ ଅନୁଯାୟୀ) [1188, 1367, 1346, 1378]
detail-cell: ସାରଦ-୨ [1158, 1795, 1192, 1826]
detail-cell: ୦.୦୫୦ [1310, 1888, 1348, 1919]
quote-author: - ଈଶ୍ୱରଚନ୍ଦ୍ର ବିଦ୍ୟାସାଗର [720, 84, 855, 98]
detail-th: ଖାତା ରଇୟତଙ୍କ ନାମ [1192, 1676, 1310, 1720]
schedule-b-index: ୪ [1200, 1565, 1232, 1583]
detail-row [1093, 1764, 1460, 1795]
schedule-b-th: ଥାନା/ ଥାନା ନଂ [1134, 1534, 1174, 1565]
brief-divider [34, 694, 246, 695]
schedule-a-th: ପ୍ଲଟ ନଂ [1228, 1380, 1269, 1437]
quote-icon: “ [512, 24, 552, 64]
photo-person [757, 391, 775, 516]
schedule-a-th: ଖାତା ନଂ [1188, 1380, 1229, 1437]
detail-cell: ୦.୦୮୦ [1310, 2025, 1348, 2069]
surabhi-column-1: ବଲାଙ୍ଗୀର ଜିଲ୍ଲା ଗୁଡଭେଲା ବ୍ଲକ ଶିକ୍ଷା ବିଭାଗ ଅଧୀନ କାଳୁପଡ଼ା କ୍ଲଷ୍ଟରସ୍ତରୀୟ ଶିଶୁ ମହୋତ୍ସବ ସୁରଭି କାର୍ଯ୍ୟକ୍ରମ ଶନିବାର ଅନୁଷ୍ଠିତ ହୋଇଯାଇଛି। ସ୍କୁଲ ପରିଚାଳନା କମିଟି ସଭାପତି ଅଧ୍ୟକ୍ଷତା କରିଥିଲେ। କାର୍ଯ୍ୟକ୍ରମରେ ଶିକ୍ଷା, ସଂସ୍କୃତି ଓ ଖେଳ ବିଭାଗର ବ୍ଲକ ସ୍ତରୀୟ ଅଧିକାରୀ ମୁଖ୍ୟ ଅତିଥି ଭାବେ ଯୋଗ ଦେଇଥିଲେ। ଛାତ୍ରଛାତ୍ରୀଙ୍କ ଭିତରେ ଥିବା ସୁପ୍ତ ପ୍ରତିଭାର ବିକାଶ ପାଇଁ ଏହି କାର୍ଯ୍ୟକ୍ରମ ଆୟୋଜନ କରାଯାଉଥିବା ବେଳେ ଗୀତ, ନାଚ, ଚିତ୍ରାଙ୍କନ, କ୍ୱିଜ ଓ ଆବୃତ୍ତି ପ୍ରତିଯୋଗିତା ଆୟୋଜିତ ହୋଇଥିଲା। ଶିକ୍ଷକ ଶିକ୍ଷୟିତ୍ରୀମାନେ ବିଚାରକ ଭାବେ ଦାୟିତ୍ୱ ତୁଲାଇଥିଲେ। ବିଜେତା ପ୍ରତିଯୋଗୀମାନଙ୍କୁ ପୁରସ୍କାର ପ୍ରଦାନ କରାଯାଇଥିଲା। ଶେଷରେ ପ୍ରଧାନ ଶିକ୍ଷକ ଧନ୍ୟବାଦ ଦେଇଥିଲେ। [36, 1735, 256, 2004]
detail-owner-cell: ସେକ ଇସମାଇଲ, ପି:ସେକ ଇବ୍ରାହିମ, ଜାତି:ମୁସଲମାନ, ବାସିନ୍ଦା [1192, 2100, 1310, 2144]
schedule-a-th: ରଇୟତଙ୍କ ନାମ [1408, 1380, 1460, 1437]
detail-cell: ଆଂଶିକ [1412, 2069, 1459, 2100]
detail-cell: ୦.୦୫୦ [1348, 1963, 1413, 1994]
detail-cell: ୦.୦୩୦ [1348, 1764, 1413, 1795]
detail-cell: ୧୮୯/୫୪ [1093, 1720, 1127, 1764]
detail-cell: ୨୯/୩ [1093, 1919, 1127, 1963]
photo-student [434, 1492, 455, 1605]
schedule-a-index: ୩ [1188, 1437, 1229, 1455]
detail-cell: ୧୦୫୧ [1127, 2069, 1159, 2100]
photo-person [652, 391, 670, 516]
ektara-photo-caption: ଆୟୋଜିତ ଭେଟଘାଟ କାର୍ଯ୍ୟକ୍ରମରେ ନୃତ୍ୟ ପରିବେଷଣ କରୁଥିବା କଳାକାର। [262, 935, 581, 948]
photo-dancer [362, 753, 390, 883]
notice-la: /LA(Civil) [1293, 1106, 1351, 1119]
detail-cell: ୦.୦୬୦ [1348, 2025, 1413, 2069]
detail-row [1093, 1720, 1460, 1764]
schedule-b-label: ତଫସିଲ-ଖ [1254, 1504, 1298, 1515]
tender-index: 4 [1372, 834, 1462, 852]
tender-table [1089, 789, 1463, 909]
photo-person [1322, 220, 1339, 326]
right-column-rule [1076, 140, 1077, 2192]
brief-kicker-wrap [42, 142, 129, 168]
schedule-a-index: ୬ [1309, 1437, 1355, 1455]
photo-student [179, 1492, 200, 1605]
detail-cell: ୦.୦୫୦ [1310, 2069, 1348, 2100]
page-number: ୧୩ [1395, 26, 1450, 75]
photo-student [137, 1492, 158, 1605]
